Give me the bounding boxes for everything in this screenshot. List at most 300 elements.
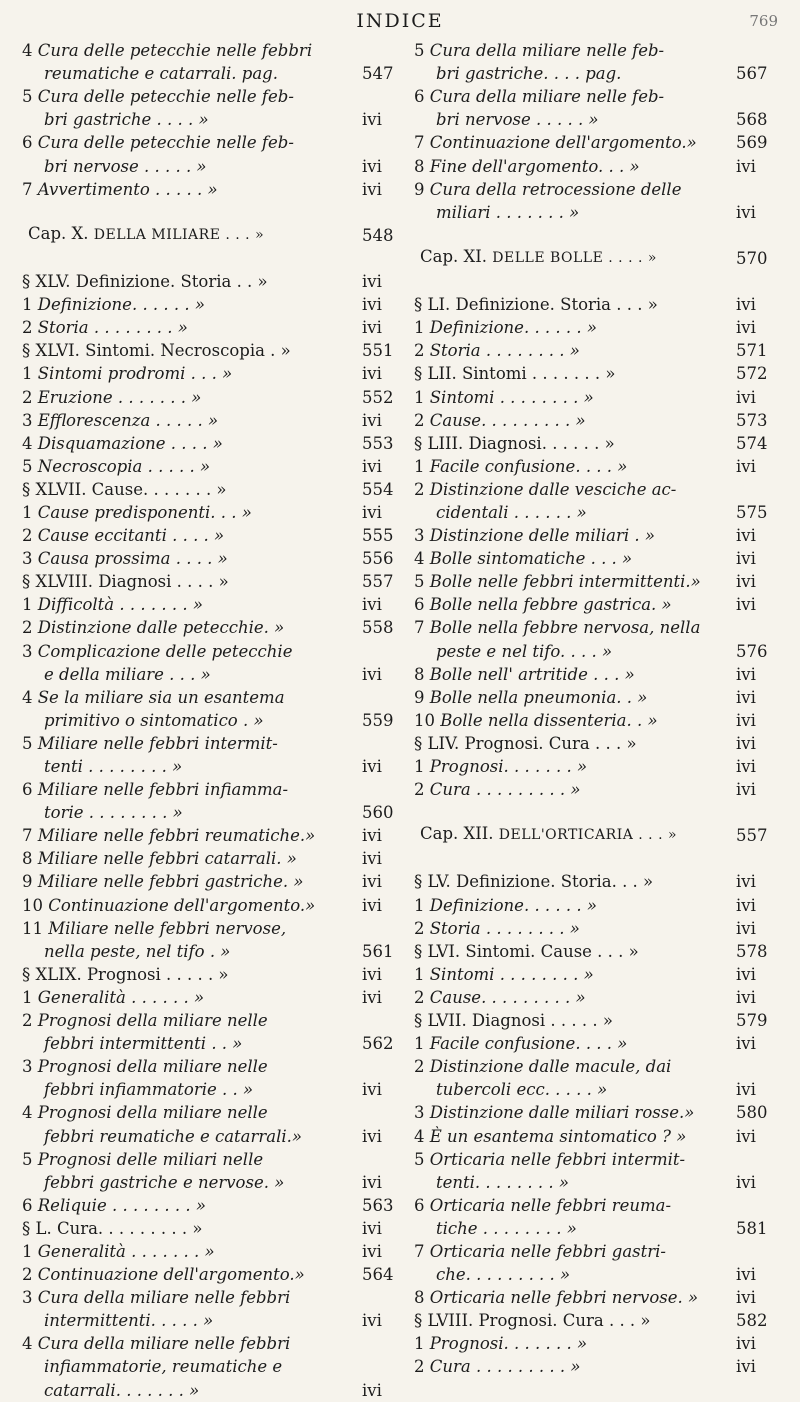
entry-number: 6 (22, 133, 38, 153)
entry-number: 4 (22, 433, 38, 453)
page-ref: 574 (736, 433, 768, 453)
entry-continuation (22, 1032, 408, 1055)
entry-number: 4 (414, 549, 430, 569)
section-title: § LV. Definizione. Storia. . . » (414, 872, 654, 892)
toc-entry (22, 1240, 408, 1263)
entry-number: 2 (22, 1011, 38, 1031)
toc-entry (22, 593, 408, 616)
page-ref: 556 (362, 549, 394, 569)
section-entry (22, 570, 408, 593)
entry-title: Orticaria nelle febbri nervose. » (429, 1288, 699, 1308)
page-ref: ivi (736, 964, 756, 984)
entry-continuation (22, 663, 408, 686)
entry-title: Bolle nella dissenteria. . » (440, 710, 658, 730)
toc-entry (414, 986, 782, 1009)
entry-title: cidentali . . . . . . » (436, 502, 587, 522)
page-ref: ivi (362, 110, 382, 130)
toc-entry (22, 778, 408, 801)
entry-number: 4 (22, 1103, 38, 1123)
toc-entry (414, 1332, 782, 1355)
entry-title: catarrali. . . . . . . » (44, 1380, 200, 1400)
entry-number: 7 (414, 618, 430, 638)
entry-number: 1 (414, 456, 430, 476)
entry-number: 7 (414, 1241, 430, 1261)
chapter-title: DELLE BOLLE . . . . » (492, 249, 657, 266)
page-ref: ivi (736, 295, 756, 315)
entry-number: 4 (414, 1126, 430, 1146)
entry-number: 3 (22, 641, 38, 661)
entry-continuation (414, 501, 782, 524)
page-ref: ivi (362, 895, 382, 915)
section-entry (22, 1217, 408, 1240)
entry-number: 1 (414, 318, 430, 338)
entry-title: Storia . . . . . . . . » (429, 341, 580, 361)
entry-title: Causa prossima . . . . » (37, 549, 228, 569)
toc-entry (22, 1009, 408, 1032)
entry-title: È un esantema sintomatico ? » (429, 1126, 687, 1146)
entry-title: Reliquie . . . . . . . . » (37, 1195, 206, 1215)
page-ref: 582 (736, 1311, 768, 1331)
entry-title: torie . . . . . . . . » (44, 803, 183, 823)
toc-entry (22, 732, 408, 755)
entry-number: 5 (414, 1149, 430, 1169)
page-ref: 579 (736, 1011, 768, 1031)
entry-title: febbri intermittenti . . » (44, 1034, 243, 1054)
entry-number: 4 (22, 41, 38, 61)
entry-number: 1 (414, 757, 430, 776)
entry-number: 1 (414, 387, 430, 407)
page-ref: 578 (736, 941, 768, 961)
page-ref: ivi (736, 687, 756, 707)
entry-title: Continuazione dell'argomento.» (37, 1265, 305, 1285)
section-title: § XLVI. Sintomi. Necroscopia . » (22, 341, 291, 361)
toc-entry (414, 1355, 782, 1378)
entry-title: Distinzione delle miliari . » (429, 526, 655, 546)
chapter-title: DELL'ORTICARIA . . . » (498, 827, 678, 844)
toc-entry (414, 1032, 782, 1055)
toc-entry (22, 616, 408, 639)
entry-title: Disquamazione . . . . » (37, 433, 223, 453)
section-title: § LII. Sintomi . . . . . . . » (414, 364, 616, 384)
entry-number: 5 (22, 733, 38, 753)
toc-entry (22, 131, 408, 154)
page-ref: ivi (736, 595, 756, 615)
entry-number: 8 (414, 664, 430, 684)
entry-title: Bolle nell' artritide . . . » (429, 664, 635, 684)
entry-title: nella peste, nel tifo . » (44, 941, 231, 961)
toc-entry (414, 339, 782, 362)
entry-title: Prognosi della miliare nelle (37, 1011, 268, 1031)
entry-title: che. . . . . . . . . » (436, 1265, 571, 1285)
page-ref: ivi (736, 987, 756, 1007)
page-ref: ivi (736, 156, 756, 176)
entry-title: Orticaria nelle febbri reuma- (429, 1195, 672, 1215)
chapter-entry (414, 247, 782, 270)
entry-number: 1 (22, 595, 38, 615)
entry-title: Cura della miliare nelle febbri (37, 1334, 291, 1354)
entry-title: Definizione. . . . . . » (429, 895, 597, 915)
blank-line (414, 801, 782, 824)
toc-entry (414, 755, 782, 778)
entry-number: 3 (414, 526, 430, 546)
entry-continuation (22, 1355, 408, 1378)
chapter-title: DELLA MILIARE . . . » (93, 226, 265, 243)
page-ref: ivi (362, 1080, 382, 1100)
section-entry (22, 339, 408, 362)
toc-entry (22, 893, 408, 916)
section-title: § L. Cura. . . . . . . . . » (22, 1218, 203, 1238)
entry-continuation (22, 1124, 408, 1147)
entry-title: Se la miliare sia un esantema (37, 687, 285, 707)
entry-number: 1 (22, 295, 38, 315)
toc-entry (22, 501, 408, 524)
toc-entry (414, 455, 782, 478)
chapter-number: Cap. XII. (420, 824, 499, 844)
entry-title: Prognosi della miliare nelle (37, 1103, 268, 1123)
page-ref: ivi (362, 179, 382, 199)
entry-title: bri nervose . . . . . » (44, 156, 207, 176)
page-ref: ivi (736, 1357, 756, 1377)
chapter-entry (414, 824, 782, 847)
page-ref: ivi (362, 664, 382, 684)
entry-title: Cura della miliare nelle feb- (429, 87, 665, 107)
entry-number: 5 (22, 87, 38, 107)
entry-continuation (414, 201, 782, 224)
entry-title: bri gastriche . . . . » (44, 110, 209, 130)
toc-entry (22, 1263, 408, 1286)
section-title: § LIII. Diagnosi. . . . . . » (414, 433, 615, 453)
page-ref: 575 (736, 502, 768, 522)
entry-number: 2 (22, 387, 38, 407)
entry-title: Sintomi prodromi . . . » (37, 364, 233, 384)
entry-title: Sintomi . . . . . . . . » (429, 387, 594, 407)
toc-entry (22, 455, 408, 478)
entry-number: 2 (414, 479, 430, 499)
entry-continuation (22, 1309, 408, 1332)
toc-entry (414, 570, 782, 593)
blank-line (22, 201, 408, 224)
toc-entry (22, 409, 408, 432)
entry-title: tenti . . . . . . . . » (44, 757, 183, 776)
toc-entry (414, 131, 782, 154)
entry-title: Cura della miliare nelle feb- (429, 41, 665, 61)
toc-entry (22, 1148, 408, 1171)
page-ref: ivi (736, 664, 756, 684)
page-ref: 552 (362, 387, 394, 407)
entry-title: Facile confusione. . . . » (429, 1034, 628, 1054)
page-ref: 568 (736, 110, 768, 130)
toc-entry (22, 316, 408, 339)
toc-entry (414, 1101, 782, 1124)
entry-continuation (22, 801, 408, 824)
entry-number: 7 (22, 179, 38, 199)
entry-number: 5 (414, 572, 430, 592)
entry-title: Orticaria nelle febbri gastri- (429, 1241, 666, 1261)
entry-number: 6 (414, 87, 430, 107)
entry-title: febbri gastriche e nervose. » (44, 1172, 285, 1192)
entry-title: Miliare nelle febbri reumatiche.» (37, 826, 316, 846)
entry-title: Miliare nelle febbri infiamma- (37, 780, 289, 800)
entry-title: Avvertimento . . . . . » (37, 179, 218, 199)
page-ref: ivi (736, 1334, 756, 1354)
entry-title: Distinzione dalle macule, dai (429, 1057, 672, 1077)
entry-number: 6 (22, 780, 38, 800)
entry-title: Cura . . . . . . . . . » (429, 1357, 581, 1377)
page-ref: ivi (736, 918, 756, 938)
section-entry (414, 293, 782, 316)
entry-number: 8 (414, 156, 430, 176)
entry-number: 1 (22, 502, 38, 522)
section-entry (22, 478, 408, 501)
entry-title: Bolle nelle febbri intermittenti.» (429, 572, 701, 592)
toc-entry (414, 178, 782, 201)
page-ref: ivi (736, 757, 756, 776)
section-title: § XLV. Definizione. Storia . . » (22, 272, 268, 292)
entry-number: 2 (414, 341, 430, 361)
toc-entry (22, 917, 408, 940)
entry-number: 1 (414, 1034, 430, 1054)
page-title: INDICE (356, 10, 444, 32)
entry-title: reumatiche e catarrali. pag. (44, 64, 278, 84)
page-ref: ivi (736, 1034, 756, 1054)
entry-number: 3 (414, 1103, 430, 1123)
page-ref: ivi (736, 1080, 756, 1100)
toc-entry (414, 1240, 782, 1263)
entry-title: Sintomi . . . . . . . . » (429, 964, 594, 984)
page-ref: 548 (362, 225, 394, 245)
entry-title: Eruzione . . . . . . . » (37, 387, 202, 407)
entry-continuation (414, 62, 782, 85)
entry-continuation (22, 1171, 408, 1194)
page-ref: ivi (736, 456, 756, 476)
page-ref: 570 (736, 248, 768, 268)
section-title: § XLVIII. Diagnosi . . . . » (22, 572, 229, 592)
chapter-number: Cap. XI. (420, 246, 493, 266)
entry-title: Cause. . . . . . . . . » (429, 987, 586, 1007)
entry-continuation (414, 1217, 782, 1240)
page-ref: ivi (736, 1265, 756, 1285)
toc-entry (22, 1055, 408, 1078)
section-entry (22, 963, 408, 986)
page-ref: 581 (736, 1218, 768, 1238)
toc-entry (414, 893, 782, 916)
entry-continuation (22, 1078, 408, 1101)
entry-title: Prognosi della miliare nelle (37, 1057, 268, 1077)
entry-title: Cura della miliare nelle febbri (37, 1288, 291, 1308)
entry-title: e della miliare . . . » (44, 664, 211, 684)
entry-title: Definizione. . . . . . » (37, 295, 205, 315)
toc-entry (22, 524, 408, 547)
entry-title: Miliare nelle febbri gastriche. » (37, 872, 304, 892)
page-ref: ivi (362, 272, 382, 292)
entry-number: 9 (414, 179, 430, 199)
page-ref: ivi (362, 1311, 382, 1331)
page-ref: ivi (362, 295, 382, 315)
page-ref: 576 (736, 641, 768, 661)
entry-number: 11 (22, 918, 49, 938)
toc-entry (414, 709, 782, 732)
entry-number: 3 (22, 1288, 38, 1308)
entry-number: 2 (414, 780, 430, 800)
entry-title: miliari . . . . . . . » (436, 202, 580, 222)
section-title: § XLVII. Cause. . . . . . . » (22, 479, 227, 499)
entry-title: bri nervose . . . . . » (436, 110, 599, 130)
left-column (22, 39, 408, 1402)
section-title: § LIV. Prognosi. Cura . . . » (414, 733, 637, 753)
page-ref: ivi (736, 318, 756, 338)
page-ref: ivi (362, 1126, 382, 1146)
entry-number: 9 (22, 872, 38, 892)
entry-number: 6 (414, 595, 430, 615)
page-ref: ivi (362, 1218, 382, 1238)
entry-number: 3 (22, 1057, 38, 1077)
toc-entry (22, 639, 408, 662)
entry-title: Prognosi. . . . . . . » (429, 757, 588, 776)
toc-entry (22, 1332, 408, 1355)
section-title: § LVII. Diagnosi . . . . . » (414, 1011, 613, 1031)
page-ref: ivi (362, 502, 382, 522)
entry-title: febbri reumatiche e catarrali.» (44, 1126, 303, 1146)
page-ref: ivi (736, 387, 756, 407)
blank-line (414, 224, 782, 247)
page-ref: ivi (362, 410, 382, 430)
entry-continuation (22, 940, 408, 963)
page-ref: 559 (362, 710, 394, 730)
entry-title: Distinzione dalle vesciche ac- (429, 479, 677, 499)
toc-entry (22, 293, 408, 316)
page-ref: ivi (736, 872, 756, 892)
entry-title: Cause eccitanti . . . . » (37, 526, 225, 546)
toc-entry (22, 385, 408, 408)
entry-title: febbri infiammatorie . . » (44, 1080, 254, 1100)
page-ref: ivi (362, 826, 382, 846)
toc-entry (414, 963, 782, 986)
toc-entry (22, 362, 408, 385)
page-ref: ivi (362, 964, 382, 984)
toc-entry (414, 478, 782, 501)
page-ref: ivi (362, 364, 382, 384)
entry-title: Fine dell'argomento. . . » (429, 156, 640, 176)
page-ref: ivi (362, 595, 382, 615)
section-title: § LI. Definizione. Storia . . . » (414, 295, 658, 315)
page-ref: 580 (736, 1103, 768, 1123)
entry-title: Generalità . . . . . . » (37, 987, 205, 1007)
entry-title: Prognosi delle miliari nelle (37, 1149, 264, 1169)
page-ref: ivi (736, 733, 756, 753)
page-ref: ivi (736, 1126, 756, 1146)
entry-title: Bolle nella febbre nervosa, nella (429, 618, 701, 638)
toc-entry (414, 154, 782, 177)
entry-continuation (22, 755, 408, 778)
entry-number: 3 (22, 549, 38, 569)
page-ref: ivi (736, 1172, 756, 1192)
page-ref: 558 (362, 618, 394, 638)
right-column (414, 39, 782, 1378)
entry-number: 1 (414, 1334, 430, 1354)
page-ref: ivi (362, 456, 382, 476)
blank-line (414, 270, 782, 293)
page-ref: ivi (362, 987, 382, 1007)
entry-number: 6 (22, 1195, 38, 1215)
toc-entry (414, 316, 782, 339)
toc-entry (414, 39, 782, 62)
page-ref: ivi (362, 1380, 382, 1400)
entry-title: Necroscopia . . . . . » (37, 456, 211, 476)
entry-title: Bolle sintomatiche . . . » (429, 549, 633, 569)
entry-number: 2 (22, 618, 38, 638)
toc-entry (22, 1286, 408, 1309)
entry-number: 1 (22, 987, 38, 1007)
toc-entry (22, 824, 408, 847)
blank-line (22, 247, 408, 270)
page-ref: 572 (736, 364, 768, 384)
page-ref: ivi (736, 526, 756, 546)
page-ref: ivi (736, 895, 756, 915)
entry-number: 2 (414, 987, 430, 1007)
entry-title: infiammatorie, reumatiche e (44, 1357, 283, 1377)
toc-entry (414, 593, 782, 616)
entry-number: 2 (22, 318, 38, 338)
toc-entry (22, 1194, 408, 1217)
entry-number: 7 (22, 826, 38, 846)
toc-entry (414, 1124, 782, 1147)
entry-title: Distinzione dalle miliari rosse.» (429, 1103, 695, 1123)
section-entry (22, 270, 408, 293)
entry-title: primitivo o sintomatico . » (44, 710, 264, 730)
entry-title: Bolle nella febbre gastrica. » (429, 595, 672, 615)
entry-number: 1 (22, 364, 38, 384)
toc-entry (414, 547, 782, 570)
entry-title: Distinzione dalle petecchie. » (37, 618, 285, 638)
toc-entry (414, 917, 782, 940)
entry-continuation (414, 639, 782, 662)
page-ref: ivi (362, 757, 382, 776)
entry-title: Cura delle petecchie nelle febbri (37, 41, 313, 61)
entry-title: Miliare nelle febbri nervose, (48, 918, 287, 938)
toc-entry (414, 409, 782, 432)
page-ref: ivi (362, 1172, 382, 1192)
section-entry (414, 940, 782, 963)
section-entry (414, 1309, 782, 1332)
section-title: § XLIX. Prognosi . . . . . » (22, 964, 229, 984)
page-ref: 555 (362, 526, 394, 546)
entry-title: Prognosi. . . . . . . » (429, 1334, 588, 1354)
page-ref: 573 (736, 410, 768, 430)
entry-number: 4 (22, 687, 38, 707)
page-ref: 564 (362, 1265, 394, 1285)
toc-entry (22, 986, 408, 1009)
toc-entry (22, 178, 408, 201)
entry-title: Cura delle petecchie nelle feb- (37, 87, 294, 107)
entry-number: 9 (414, 687, 430, 707)
entry-continuation (414, 1078, 782, 1101)
section-title: § LVIII. Prognosi. Cura . . . » (414, 1311, 651, 1331)
toc-entry (22, 547, 408, 570)
toc-entry (22, 847, 408, 870)
entry-title: Continuazione dell'argomento.» (48, 895, 316, 915)
page-ref: 567 (736, 64, 768, 84)
entry-number: 2 (22, 1265, 38, 1285)
toc-entry (414, 85, 782, 108)
entry-number: 1 (414, 895, 430, 915)
page-ref: ivi (736, 202, 756, 222)
entry-continuation (414, 108, 782, 131)
section-entry (414, 732, 782, 755)
toc-entry (414, 1148, 782, 1171)
page-ref: ivi (736, 780, 756, 800)
entry-title: Definizione. . . . . . » (429, 318, 597, 338)
entry-number: 2 (414, 918, 430, 938)
